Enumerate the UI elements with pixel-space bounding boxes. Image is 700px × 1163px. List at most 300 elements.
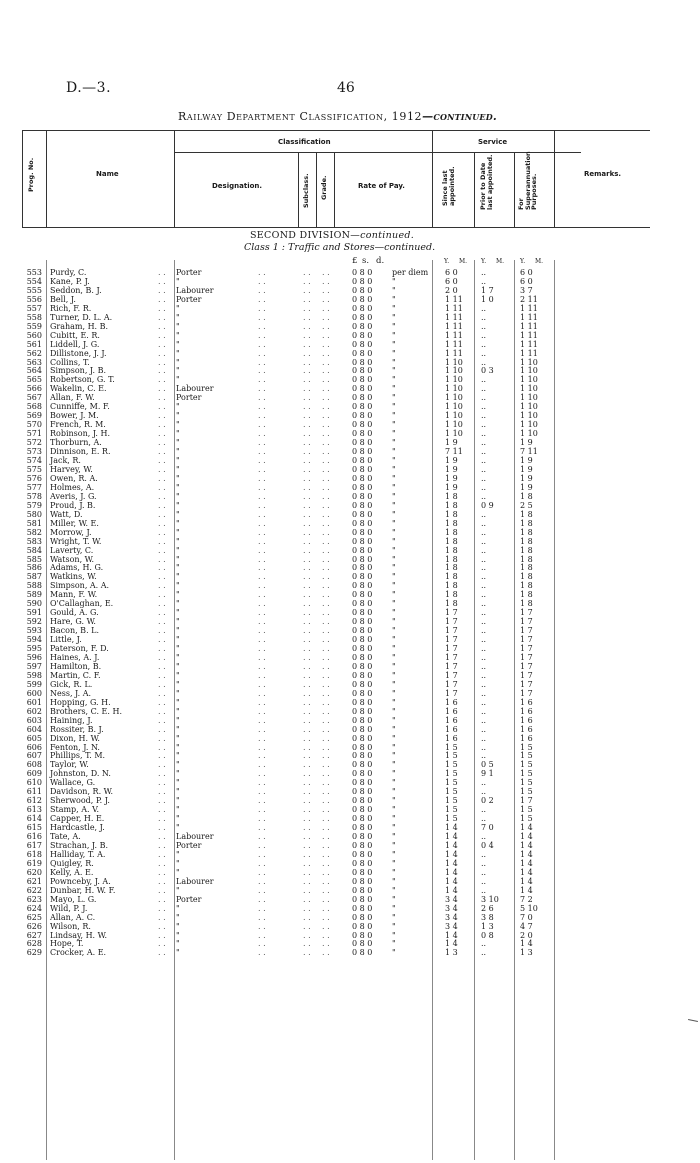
leader-dots: . .: [322, 661, 330, 671]
row-superannuation: 1 5: [520, 769, 533, 779]
row-prior-to-date: ..: [481, 536, 487, 546]
row-name: Morrow, J.: [50, 527, 92, 537]
row-prior-to-date: ..: [481, 402, 487, 412]
leader-dots: . .: [303, 491, 311, 501]
leader-dots: . .: [258, 491, 266, 501]
leader-dots: . .: [322, 832, 330, 842]
leader-dots: . .: [158, 482, 166, 492]
leader-dots: . .: [322, 787, 330, 797]
row-pay-unit: ": [392, 930, 396, 940]
row-superannuation: 1 11: [520, 330, 538, 340]
leader-dots: . .: [258, 321, 266, 331]
row-since-last: 1 10: [445, 411, 463, 421]
row-designation: ": [176, 921, 180, 931]
row-designation: ": [176, 545, 180, 555]
row-prior-to-date: ..: [481, 849, 487, 859]
row-pay-unit: ": [392, 411, 396, 421]
row-name: Paterson, F. D.: [50, 644, 109, 654]
leader-dots: . .: [258, 447, 266, 457]
row-superannuation: 1 4: [520, 841, 533, 850]
row-superannuation: 1 5: [520, 751, 533, 761]
row-designation: ": [176, 733, 180, 743]
leader-dots: . .: [322, 921, 330, 931]
row-designation: ": [176, 805, 180, 815]
row-prior-to-date: ..: [481, 617, 487, 627]
row-designation: ": [176, 885, 180, 895]
table-row: [0, 671, 700, 680]
leader-dots: . .: [258, 518, 266, 528]
leader-dots: . .: [322, 697, 330, 707]
row-designation: ": [176, 930, 180, 940]
row-superannuation: 1 8: [520, 572, 533, 582]
row-pay-unit: ": [392, 760, 396, 770]
row-since-last: 1 6: [445, 733, 458, 743]
row-prior-to-date: ..: [481, 554, 487, 564]
leader-dots: . .: [258, 393, 266, 403]
row-since-last: 1 8: [445, 518, 458, 528]
row-superannuation: 1 7: [520, 635, 533, 645]
leader-dots: . .: [158, 384, 166, 394]
row-superannuation: 1 9: [520, 464, 533, 474]
leader-dots: . .: [258, 652, 266, 662]
row-pay-unit: ": [392, 599, 396, 609]
row-superannuation: 1 8: [520, 518, 533, 528]
leader-dots: . .: [322, 303, 330, 313]
row-pay-unit: ": [392, 608, 396, 618]
row-number: 601: [26, 697, 42, 707]
row-superannuation: 1 6: [520, 724, 533, 734]
leader-dots: . .: [158, 751, 166, 761]
row-pay-unit: ": [392, 769, 396, 779]
row-pay-unit: ": [392, 473, 396, 483]
row-rate-of-pay: 0 8 0: [352, 912, 373, 922]
leader-dots: . .: [303, 626, 311, 636]
row-superannuation: 1 3: [520, 948, 533, 958]
leader-dots: . .: [158, 867, 166, 877]
row-name: Jack, R.: [50, 456, 81, 466]
leader-dots: . .: [303, 554, 311, 564]
leader-dots: . .: [303, 447, 311, 457]
row-since-last: 1 4: [445, 876, 458, 886]
row-pay-unit: ": [392, 867, 396, 877]
row-rate-of-pay: 0 8 0: [352, 321, 373, 331]
leader-dots: . .: [258, 527, 266, 537]
row-rate-of-pay: 0 8 0: [352, 518, 373, 528]
table-row: [0, 725, 700, 734]
row-prior-to-date: ..: [481, 697, 487, 707]
row-prior-to-date: ..: [481, 456, 487, 466]
leader-dots: . .: [158, 563, 166, 573]
table-row: [0, 349, 700, 358]
row-prior-to-date: ..: [481, 751, 487, 761]
row-prior-to-date: ..: [481, 563, 487, 573]
row-name: Lindsay, H. W.: [50, 930, 107, 940]
table-row: [0, 447, 700, 456]
row-number: 579: [26, 500, 42, 510]
leader-dots: . .: [158, 661, 166, 671]
leader-dots: . .: [158, 572, 166, 582]
row-rate-of-pay: 0 8 0: [352, 661, 373, 671]
table-row: [0, 456, 700, 465]
row-superannuation: 1 10: [520, 393, 538, 403]
row-number: 569: [26, 411, 42, 421]
row-since-last: 1 7: [445, 644, 458, 654]
row-number: 560: [26, 330, 42, 340]
row-superannuation: 1 8: [520, 554, 533, 564]
leader-dots: . .: [322, 330, 330, 340]
row-designation: ": [176, 590, 180, 600]
row-number: 555: [26, 285, 42, 295]
table-row: [0, 850, 700, 859]
row-since-last: 1 10: [445, 402, 463, 412]
leader-dots: . .: [322, 796, 330, 806]
class-title: [244, 242, 435, 253]
leader-dots: . .: [303, 366, 311, 376]
row-since-last: 1 7: [445, 679, 458, 689]
leader-dots: . .: [322, 912, 330, 922]
leader-dots: . .: [322, 617, 330, 627]
leader-dots: . .: [258, 644, 266, 654]
table-row: [0, 528, 700, 537]
row-name: Haines, A. J.: [50, 652, 100, 662]
leader-dots: . .: [258, 724, 266, 734]
leader-dots: . .: [158, 930, 166, 940]
leader-dots: . .: [158, 321, 166, 331]
row-pay-unit: ": [392, 948, 396, 958]
header-vline: [432, 130, 433, 228]
row-superannuation: 7 11: [520, 447, 538, 457]
leader-dots: . .: [158, 679, 166, 689]
table-row: [0, 393, 700, 402]
row-designation: ": [176, 849, 180, 859]
table-row: [0, 358, 700, 367]
leader-dots: . .: [303, 321, 311, 331]
table-row: [0, 411, 700, 420]
header-vline: [46, 130, 47, 228]
table-row: [0, 375, 700, 384]
row-pay-unit: ": [392, 626, 396, 636]
leader-dots: . .: [322, 285, 330, 295]
row-rate-of-pay: 0 8 0: [352, 769, 373, 779]
leader-dots: . .: [258, 599, 266, 609]
leader-dots: . .: [158, 841, 166, 850]
row-since-last: 3 4: [445, 894, 458, 904]
leader-dots: . .: [158, 921, 166, 931]
row-rate-of-pay: 0 8 0: [352, 939, 373, 949]
row-number: 617: [26, 841, 42, 850]
leader-dots: . .: [258, 921, 266, 931]
leader-dots: . .: [322, 599, 330, 609]
leader-dots: . .: [158, 652, 166, 662]
row-superannuation: 7 2: [520, 894, 533, 904]
row-number: 576: [26, 473, 42, 483]
row-pay-unit: ": [392, 706, 396, 716]
row-pay-unit: ": [392, 536, 396, 546]
leader-dots: . .: [258, 545, 266, 555]
row-pay-unit: ": [392, 652, 396, 662]
row-number: 619: [26, 858, 42, 868]
leader-dots: . .: [258, 670, 266, 680]
row-rate-of-pay: 0 8 0: [352, 456, 373, 466]
row-number: 610: [26, 778, 42, 788]
row-designation: ": [176, 527, 180, 537]
leader-dots: . .: [158, 805, 166, 815]
leader-dots: . .: [322, 482, 330, 492]
table-row: [0, 769, 700, 778]
leader-dots: . .: [158, 357, 166, 367]
header-since-last: Since last appointed.: [441, 166, 456, 206]
leader-dots: . .: [158, 733, 166, 743]
table-row: [0, 751, 700, 760]
row-superannuation: 1 8: [520, 536, 533, 546]
leader-dots: . .: [303, 858, 311, 868]
row-prior-to-date: 7 0: [481, 823, 494, 833]
row-name: Rich, F. R.: [50, 303, 92, 313]
table-row: [0, 734, 700, 743]
row-designation: ": [176, 500, 180, 510]
row-superannuation: 1 4: [520, 849, 533, 859]
leader-dots: . .: [158, 724, 166, 734]
row-name: Quigley, R.: [50, 858, 94, 868]
row-number: 593: [26, 626, 42, 636]
leader-dots: . .: [158, 617, 166, 627]
row-prior-to-date: ..: [481, 491, 487, 501]
row-rate-of-pay: 0 8 0: [352, 814, 373, 824]
row-superannuation: 1 7: [520, 626, 533, 636]
table-row: [0, 689, 700, 698]
leader-dots: . .: [322, 348, 330, 358]
row-designation: ": [176, 858, 180, 868]
table-row: [0, 859, 700, 868]
row-name: Wild, P. J.: [50, 903, 88, 913]
leader-dots: . .: [303, 294, 311, 304]
row-name: Dunbar, H. W. F.: [50, 885, 116, 895]
row-pay-unit: ": [392, 644, 396, 654]
row-designation: ": [176, 536, 180, 546]
row-pay-unit: ": [392, 563, 396, 573]
row-pay-unit: ": [392, 375, 396, 385]
row-since-last: 7 11: [445, 447, 463, 457]
leader-dots: . .: [158, 796, 166, 806]
leader-dots: . .: [158, 939, 166, 949]
leader-dots: . .: [322, 733, 330, 743]
leader-dots: . .: [303, 635, 311, 645]
row-prior-to-date: ..: [481, 670, 487, 680]
leader-dots: . .: [322, 438, 330, 448]
leader-dots: . .: [258, 617, 266, 627]
row-since-last: 1 8: [445, 554, 458, 564]
unit-m1: M.: [459, 258, 468, 265]
leader-dots: . .: [258, 348, 266, 358]
row-since-last: 1 5: [445, 787, 458, 797]
leader-dots: . .: [258, 276, 266, 286]
leader-dots: . .: [303, 563, 311, 573]
row-rate-of-pay: 0 8 0: [352, 697, 373, 707]
row-prior-to-date: ..: [481, 652, 487, 662]
leader-dots: . .: [303, 796, 311, 806]
row-since-last: 1 6: [445, 706, 458, 716]
row-number: 573: [26, 447, 42, 457]
row-prior-to-date: ..: [481, 867, 487, 877]
row-rate-of-pay: 0 8 0: [352, 626, 373, 636]
leader-dots: . .: [303, 787, 311, 797]
leader-dots: . .: [258, 760, 266, 770]
header-vline: [22, 130, 23, 228]
row-superannuation: 7 0: [520, 912, 533, 922]
row-rate-of-pay: 0 8 0: [352, 545, 373, 555]
row-since-last: 1 4: [445, 841, 458, 850]
row-name: Graham, H. B.: [50, 321, 109, 331]
row-rate-of-pay: 0 8 0: [352, 715, 373, 725]
table-row: [0, 295, 700, 304]
leader-dots: . .: [258, 429, 266, 439]
leader-dots: . .: [258, 285, 266, 295]
table-row: [0, 590, 700, 599]
row-name: Averis, J. G.: [50, 491, 97, 501]
row-number: 558: [26, 312, 42, 322]
row-superannuation: 1 4: [520, 876, 533, 886]
division-title-suffix: —continued.: [350, 230, 415, 241]
leader-dots: . .: [158, 464, 166, 474]
row-designation: Porter: [176, 268, 202, 277]
row-name: Wallace, G.: [50, 778, 96, 788]
header-vline: [474, 152, 475, 228]
row-superannuation: 1 5: [520, 787, 533, 797]
row-number: 627: [26, 930, 42, 940]
header-bottom-rule: [22, 227, 650, 228]
row-name: Hare, G. W.: [50, 617, 96, 627]
row-prior-to-date: ..: [481, 411, 487, 421]
row-since-last: 1 4: [445, 849, 458, 859]
row-pay-unit: ": [392, 491, 396, 501]
row-rate-of-pay: 0 8 0: [352, 447, 373, 457]
leader-dots: . .: [322, 688, 330, 698]
row-pay-unit: ": [392, 733, 396, 743]
row-designation: ": [176, 679, 180, 689]
row-superannuation: 1 9: [520, 482, 533, 492]
row-number: 608: [26, 760, 42, 770]
row-designation: ": [176, 670, 180, 680]
row-prior-to-date: ..: [481, 581, 487, 591]
leader-dots: . .: [303, 617, 311, 627]
row-number: 554: [26, 276, 42, 286]
leader-dots: . .: [322, 339, 330, 349]
leader-dots: . .: [258, 509, 266, 519]
leader-dots: . .: [258, 733, 266, 743]
row-since-last: 1 9: [445, 464, 458, 474]
row-pay-unit: ": [392, 796, 396, 806]
header-designation: Designation.: [212, 182, 263, 190]
row-designation: ": [176, 724, 180, 734]
leader-dots: . .: [158, 348, 166, 358]
leader-dots: . .: [158, 599, 166, 609]
table-row: [0, 304, 700, 313]
leader-dots: . .: [322, 652, 330, 662]
leader-dots: . .: [158, 626, 166, 636]
row-since-last: 1 11: [445, 321, 463, 331]
leader-dots: . .: [303, 420, 311, 430]
row-name: Bell, J.: [50, 294, 76, 304]
leader-dots: . .: [258, 420, 266, 430]
leader-dots: . .: [322, 402, 330, 412]
table-row: [0, 286, 700, 295]
row-since-last: 1 8: [445, 572, 458, 582]
row-rate-of-pay: 0 8 0: [352, 285, 373, 295]
leader-dots: . .: [258, 823, 266, 833]
row-since-last: 1 11: [445, 339, 463, 349]
row-pay-unit: ": [392, 456, 396, 466]
row-superannuation: 1 7: [520, 796, 533, 806]
row-rate-of-pay: 0 8 0: [352, 357, 373, 367]
row-pay-unit: ": [392, 348, 396, 358]
row-superannuation: 1 7: [520, 688, 533, 698]
leader-dots: . .: [258, 661, 266, 671]
leader-dots: . .: [322, 715, 330, 725]
leader-dots: . .: [258, 608, 266, 618]
header-rate-of-pay: Rate of Pay.: [358, 182, 405, 190]
row-designation: ": [176, 787, 180, 797]
leader-dots: . .: [158, 706, 166, 716]
row-superannuation: 1 4: [520, 885, 533, 895]
row-name: Phillips, T. M.: [50, 751, 106, 761]
leader-dots: . .: [158, 742, 166, 752]
row-superannuation: 1 10: [520, 411, 538, 421]
leader-dots: . .: [303, 652, 311, 662]
row-designation: ": [176, 608, 180, 618]
row-number: 589: [26, 590, 42, 600]
table-row: [0, 895, 700, 904]
table-row: [0, 599, 700, 608]
table-row: [0, 313, 700, 322]
row-name: Turner, D. L. A.: [50, 312, 113, 322]
row-since-last: 1 8: [445, 527, 458, 537]
table-row: [0, 402, 700, 411]
row-name: Hope, T.: [50, 939, 84, 949]
table-row: [0, 644, 700, 653]
table-row: [0, 805, 700, 814]
row-designation: ": [176, 420, 180, 430]
row-since-last: 1 9: [445, 438, 458, 448]
row-designation: ": [176, 438, 180, 448]
row-rate-of-pay: 0 8 0: [352, 554, 373, 564]
leader-dots: . .: [158, 787, 166, 797]
row-name: Robertson, G. T.: [50, 375, 115, 385]
row-number: 594: [26, 635, 42, 645]
leader-dots: . .: [158, 276, 166, 286]
row-name: Harvey, W.: [50, 464, 93, 474]
row-number: 566: [26, 384, 42, 394]
leader-dots: . .: [258, 930, 266, 940]
leader-dots: . .: [322, 268, 330, 277]
row-number: 591: [26, 608, 42, 618]
row-number: 616: [26, 832, 42, 842]
row-prior-to-date: 0 8: [481, 930, 494, 940]
leader-dots: . .: [158, 849, 166, 859]
row-designation: ": [176, 599, 180, 609]
row-since-last: 1 11: [445, 330, 463, 340]
row-superannuation: 1 11: [520, 339, 538, 349]
row-rate-of-pay: 0 8 0: [352, 429, 373, 439]
row-rate-of-pay: 0 8 0: [352, 832, 373, 842]
row-prior-to-date: ..: [481, 661, 487, 671]
row-pay-unit: ": [392, 572, 396, 582]
leader-dots: . .: [322, 670, 330, 680]
row-name: French, R. M.: [50, 420, 106, 430]
header-name: Name: [96, 170, 119, 178]
row-number: 585: [26, 554, 42, 564]
row-pay-unit: ": [392, 554, 396, 564]
table-row: [0, 474, 700, 483]
